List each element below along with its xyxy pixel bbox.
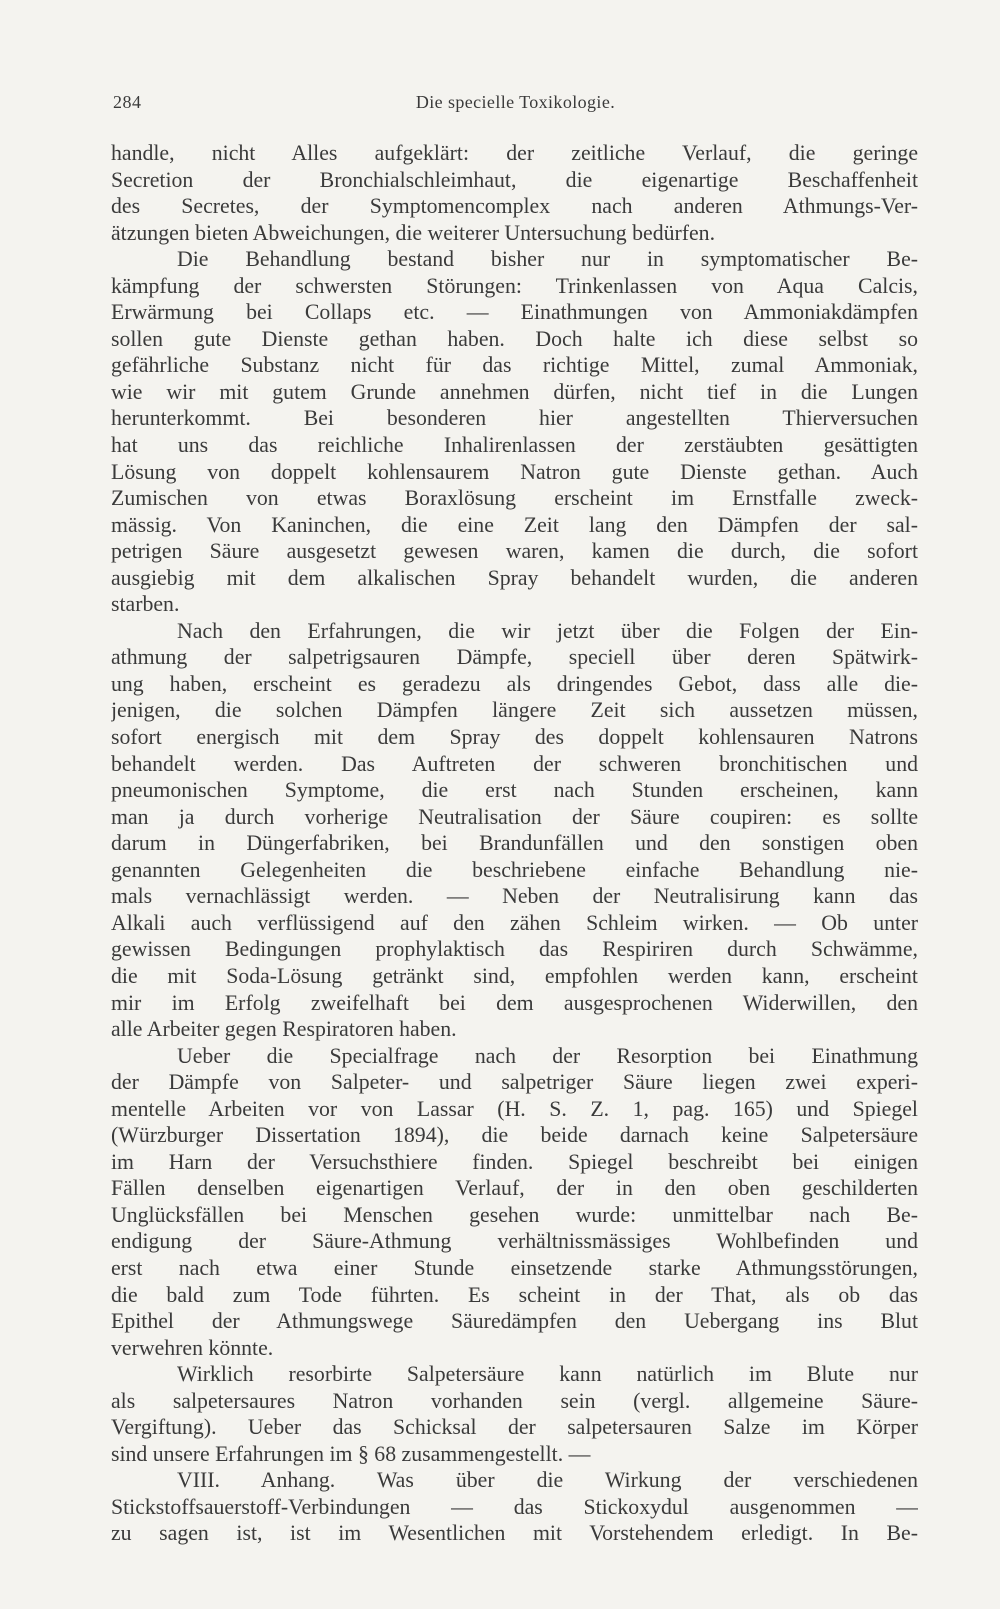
- text-line: man ja durch vorherige Neutralisation der Säure coupiren: es sollte: [111, 804, 918, 829]
- text-line: die mit Soda-Lösung getränkt sind, empfohlen werden kann, erscheint: [111, 963, 918, 988]
- text-line: ätzungen bieten Abweichungen, die weiterer Untersuchung bedürfen.: [111, 220, 716, 245]
- text-line: Epithel der Athmungswege Säuredämpfen den Uebergang ins Blut: [111, 1309, 918, 1334]
- text-line: alle Arbeiter gegen Respiratoren haben.: [111, 1017, 457, 1042]
- text-line: im Harn der Versuchsthiere finden. Spiegel beschreibt bei einigen: [111, 1149, 918, 1174]
- text-line: erst nach etwa einer Stunde einsetzende starke Athmungsstörungen,: [111, 1255, 918, 1280]
- text-line: pneumonischen Symptome, die erst nach Stunden erscheinen, kann: [111, 778, 918, 803]
- text-line: Unglücksfällen bei Menschen gesehen wurde: unmittelbar nach Be-: [111, 1202, 918, 1227]
- text-line: Secretion der Bronchialschleimhaut, die eigenartige Beschaffenheit: [111, 167, 918, 192]
- text-line: VIII. Anhang. Was über die Wirkung der verschiedenen: [177, 1468, 918, 1493]
- text-line: gewissen Bedingungen prophylaktisch das Respiriren durch Schwämme,: [111, 937, 918, 962]
- text-line: mals vernachlässigt werden. — Neben der Neutralisirung kann das: [111, 884, 918, 909]
- text-line: Alkali auch verflüssigend auf den zähen Schleim wirken. — Ob unter: [111, 910, 918, 935]
- text-line: ung haben, erscheint es geradezu als dringendes Gebot, dass alle die-: [111, 671, 918, 696]
- text-line: jenigen, die solchen Dämpfen längere Zeit sich aussetzen müssen,: [111, 698, 918, 723]
- text-line: zu sagen ist, ist im Wesentlichen mit Vorstehendem erledigt. In Be-: [111, 1521, 918, 1546]
- text-line: ausgiebig mit dem alkalischen Spray behandelt wurden, die anderen: [111, 565, 918, 590]
- text-line: sofort energisch mit dem Spray des doppelt kohlensauren Natrons: [111, 725, 918, 750]
- text-line: kämpfung der schwersten Störungen: Trinkenlassen von Aqua Calcis,: [111, 273, 918, 298]
- text-line: mässig. Von Kaninchen, die eine Zeit lang den Dämpfen der sal-: [111, 512, 918, 537]
- text-line: genannten Gelegenheiten die beschriebene einfache Behandlung nie-: [111, 857, 918, 882]
- text-line: als salpetersaures Natron vorhanden sein (vergl. allgemeine Säure-: [111, 1388, 918, 1413]
- text-line: herunterkommt. Bei besonderen hier angestellten Thierversuchen: [111, 406, 918, 431]
- text-line: des Secretes, der Symptomencomplex nach anderen Athmungs-Ver-: [111, 194, 918, 219]
- text-line: Die Behandlung bestand bisher nur in symptomatischer Be-: [177, 247, 918, 272]
- text-line: (Würzburger Dissertation 1894), die beide darnach keine Salpetersäure: [111, 1123, 918, 1148]
- text-line: endigung der Säure-Athmung verhältnissmässiges Wohlbefinden und: [111, 1229, 918, 1254]
- text-line: mir im Erfolg zweifelhaft bei dem ausgesprochenen Widerwillen, den: [111, 990, 918, 1015]
- text-line: Vergiftung). Ueber das Schicksal der salpetersauren Salze im Körper: [111, 1415, 918, 1440]
- text-line: Fällen denselben eigenartigen Verlauf, der in den oben geschilderten: [111, 1176, 918, 1201]
- text-line: Zumischen von etwas Boraxlösung erscheint im Ernstfalle zweck-: [111, 486, 918, 511]
- body-text: [111, 140, 918, 1547]
- text-line: verwehren könnte.: [111, 1335, 274, 1360]
- text-line: Ueber die Specialfrage nach der Resorption bei Einathmung: [177, 1043, 918, 1068]
- page-number: 284: [113, 92, 142, 112]
- text-line: athmung der salpetrigsauren Dämpfe, speciell über deren Spätwirk-: [111, 645, 918, 670]
- running-title: Die specielle Toxikologie.: [415, 92, 616, 112]
- text-line: Wirklich resorbirte Salpetersäure kann natürlich im Blute nur: [177, 1362, 918, 1387]
- text-line: behandelt werden. Das Auftreten der schweren bronchitischen und: [111, 751, 918, 776]
- text-line: petrigen Säure ausgesetzt gewesen waren, kamen die durch, die sofort: [111, 539, 918, 564]
- text-line: wie wir mit gutem Grunde annehmen dürfen, nicht tief in die Lungen: [111, 379, 918, 404]
- text-line: sollen gute Dienste gethan haben. Doch halte ich diese selbst so: [111, 326, 918, 351]
- text-line: Stickstoffsauerstoff-Verbindungen — das Stickoxydul ausgenommen —: [111, 1494, 918, 1519]
- text-line: handle, nicht Alles aufgeklärt: der zeitliche Verlauf, die geringe: [111, 141, 918, 165]
- text-line: der Dämpfe von Salpeter- und salpetriger Säure liegen zwei experi-: [111, 1070, 918, 1095]
- text-line: mentelle Arbeiten vor von Lassar (H. S. Z. 1, pag. 165) und Spiegel: [111, 1096, 918, 1121]
- text-line: Nach den Erfahrungen, die wir jetzt über die Folgen der Ein-: [177, 618, 918, 643]
- text-line: Lösung von doppelt kohlensaurem Natron gute Dienste gethan. Auch: [111, 459, 918, 484]
- text-line: sind unsere Erfahrungen im § 68 zusammengestellt. —: [111, 1441, 591, 1466]
- text-line: die bald zum Tode führten. Es scheint in der That, als ob das: [111, 1282, 918, 1307]
- text-line: Erwärmung bei Collaps etc. — Einathmungen von Ammoniakdämpfen: [111, 300, 918, 325]
- text-line: starben.: [111, 592, 180, 617]
- text-line: hat uns das reichliche Inhalirenlassen der zerstäubten gesättigten: [111, 433, 918, 458]
- text-line: gefährliche Substanz nicht für das richtige Mittel, zumal Ammoniak,: [111, 353, 918, 378]
- text-line: darum in Düngerfabriken, bei Brandunfällen und den sonstigen oben: [111, 831, 918, 856]
- page-header: [113, 92, 918, 118]
